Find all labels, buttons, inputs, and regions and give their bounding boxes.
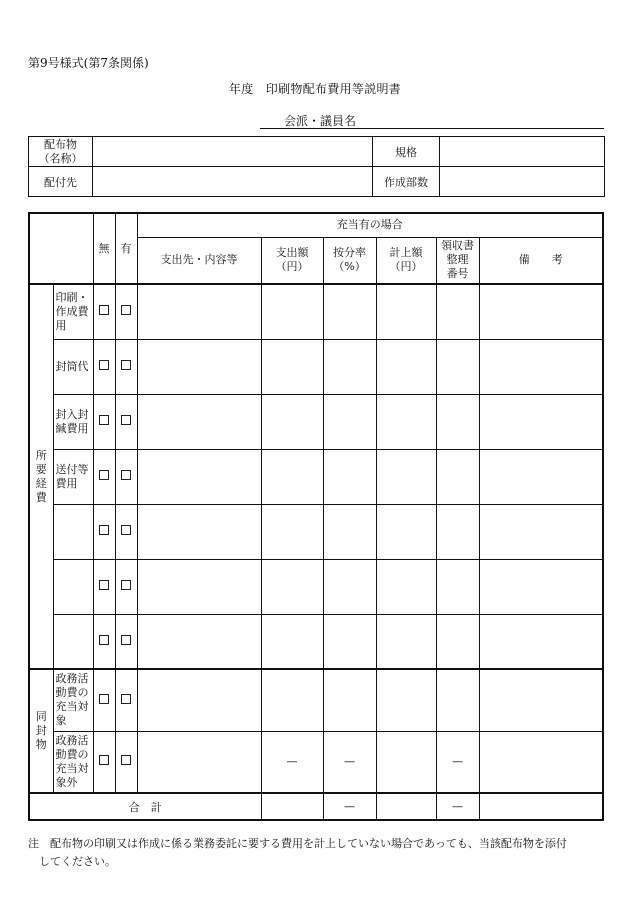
cell-payee[interactable] bbox=[137, 449, 261, 504]
cell-recorded[interactable] bbox=[376, 339, 436, 394]
cell-amount[interactable] bbox=[261, 284, 323, 339]
header-ratio-l2: （%） bbox=[333, 260, 366, 274]
section-costs-ch2: 要 bbox=[35, 462, 47, 476]
cell-payee[interactable] bbox=[137, 339, 261, 394]
checkbox-yes[interactable] bbox=[115, 339, 137, 394]
cell-receipt[interactable] bbox=[436, 449, 479, 504]
checkbox-none[interactable] bbox=[93, 504, 115, 559]
row-label-eligible-l2: 動費の bbox=[55, 686, 89, 700]
cell-remarks[interactable] bbox=[479, 559, 603, 614]
row-label-ineligible-l1: 政務活 bbox=[55, 733, 89, 747]
section-costs-ch1: 所 bbox=[35, 448, 47, 462]
party-member-label: 会派・議員名 bbox=[284, 114, 357, 128]
document-title: 年度 印刷物配布費用等説明書 bbox=[228, 82, 402, 96]
header-remarks: 備 考 bbox=[479, 237, 603, 284]
cell-amount[interactable] bbox=[261, 669, 323, 731]
row-label-enclosing-l2: 緘費用 bbox=[55, 421, 89, 435]
spec-field[interactable] bbox=[440, 137, 605, 167]
row-label-eligible-l3: 充当対 bbox=[55, 700, 89, 714]
cell-ratio[interactable] bbox=[323, 504, 376, 559]
section-enclosed-ch3: 物 bbox=[35, 738, 47, 751]
checkbox-icon bbox=[121, 694, 131, 704]
checkbox-yes[interactable] bbox=[115, 449, 137, 504]
checkbox-yes[interactable] bbox=[115, 669, 137, 731]
checkbox-none[interactable] bbox=[93, 394, 115, 449]
cell-recorded[interactable] bbox=[376, 394, 436, 449]
cell-receipt[interactable] bbox=[436, 394, 479, 449]
cell-remarks[interactable] bbox=[479, 284, 603, 339]
checkbox-none[interactable] bbox=[93, 559, 115, 614]
copies-label: 作成部数 bbox=[373, 167, 440, 197]
distribution-label: 配付先 bbox=[29, 167, 93, 197]
checkbox-none[interactable] bbox=[93, 284, 115, 339]
total-remarks[interactable] bbox=[479, 793, 603, 820]
row-label-printing-l1: 印刷・ bbox=[55, 290, 89, 304]
cell-receipt[interactable] bbox=[436, 614, 479, 669]
row-label-eligible bbox=[53, 669, 93, 731]
section-label-enclosed bbox=[29, 669, 53, 793]
checkbox-icon bbox=[121, 415, 131, 425]
checkbox-icon bbox=[99, 525, 109, 535]
cell-amount[interactable] bbox=[261, 449, 323, 504]
checkbox-yes[interactable] bbox=[115, 614, 137, 669]
total-amount[interactable] bbox=[261, 793, 323, 820]
header-amount bbox=[261, 237, 323, 284]
header-ratio bbox=[323, 237, 376, 284]
cell-receipt[interactable] bbox=[436, 669, 479, 731]
cell-payee[interactable] bbox=[137, 394, 261, 449]
checkbox-icon bbox=[121, 580, 131, 590]
cell-payee[interactable] bbox=[137, 504, 261, 559]
cell-payee[interactable] bbox=[137, 669, 261, 731]
distribution-field[interactable] bbox=[93, 167, 373, 197]
item-name-label bbox=[29, 137, 93, 167]
header-receipt-l3: 番号 bbox=[446, 267, 469, 281]
item-name-label-line2: （名称） bbox=[38, 151, 83, 165]
cell-amount[interactable] bbox=[261, 559, 323, 614]
cell-recorded[interactable] bbox=[376, 504, 436, 559]
footnote-line2: してください。 bbox=[28, 855, 116, 868]
header-payee: 支出先・内容等 bbox=[137, 237, 261, 284]
cell-amount-dash: — bbox=[261, 731, 323, 793]
copies-field[interactable] bbox=[440, 167, 605, 197]
cell-amount[interactable] bbox=[261, 394, 323, 449]
cell-remarks[interactable] bbox=[479, 449, 603, 504]
row-label-printing-l3: 用 bbox=[55, 318, 67, 332]
cell-recorded[interactable] bbox=[376, 559, 436, 614]
checkbox-icon bbox=[121, 470, 131, 480]
cell-receipt-dash: — bbox=[436, 731, 479, 793]
checkbox-yes[interactable] bbox=[115, 504, 137, 559]
cell-ratio[interactable] bbox=[323, 449, 376, 504]
checkbox-icon bbox=[99, 415, 109, 425]
cell-recorded[interactable] bbox=[376, 669, 436, 731]
checkbox-yes[interactable] bbox=[115, 284, 137, 339]
header-recorded-l1: 計上額 bbox=[389, 246, 423, 260]
checkbox-none[interactable] bbox=[93, 669, 115, 731]
total-ratio-dash: — bbox=[323, 793, 376, 820]
info-table bbox=[28, 136, 605, 197]
cell-receipt[interactable] bbox=[436, 559, 479, 614]
cell-recorded[interactable] bbox=[376, 284, 436, 339]
section-costs-ch3: 経 bbox=[35, 476, 47, 490]
header-group-allocated: 充当有の場合 bbox=[137, 213, 603, 237]
section-enclosed-ch1: 同 bbox=[35, 710, 47, 723]
header-recorded bbox=[376, 237, 436, 284]
checkbox-icon bbox=[121, 755, 131, 765]
checkbox-icon bbox=[121, 360, 131, 370]
checkbox-icon bbox=[99, 470, 109, 480]
row-label-ineligible bbox=[53, 731, 93, 793]
cell-amount[interactable] bbox=[261, 614, 323, 669]
header-ratio-l1: 按分率 bbox=[333, 246, 366, 260]
checkbox-icon bbox=[99, 580, 109, 590]
row-label-ineligible-l2: 動費の bbox=[55, 747, 89, 761]
checkbox-icon bbox=[99, 635, 109, 645]
row-label-eligible-l4: 象 bbox=[55, 714, 67, 728]
cell-payee[interactable] bbox=[137, 559, 261, 614]
checkbox-icon bbox=[121, 635, 131, 645]
cell-payee[interactable] bbox=[137, 731, 261, 793]
checkbox-icon bbox=[121, 305, 131, 315]
cell-remarks[interactable] bbox=[479, 339, 603, 394]
cell-remarks[interactable] bbox=[479, 504, 603, 559]
cell-recorded[interactable] bbox=[376, 449, 436, 504]
spec-label: 規格 bbox=[373, 137, 440, 167]
cell-ratio[interactable] bbox=[323, 614, 376, 669]
header-yes: 有 bbox=[115, 213, 137, 284]
item-name-field[interactable] bbox=[93, 137, 373, 167]
cell-receipt[interactable] bbox=[436, 504, 479, 559]
checkbox-icon bbox=[99, 694, 109, 704]
header-receipt bbox=[436, 237, 479, 284]
checkbox-yes[interactable] bbox=[115, 559, 137, 614]
row-label-ineligible-l4: 象外 bbox=[55, 775, 78, 789]
checkbox-icon bbox=[99, 360, 109, 370]
checkbox-yes[interactable] bbox=[115, 731, 137, 793]
cell-remarks[interactable] bbox=[479, 731, 603, 793]
header-amount-l2: （円） bbox=[275, 260, 309, 274]
checkbox-none[interactable] bbox=[93, 449, 115, 504]
section-label-costs bbox=[29, 284, 53, 669]
cell-receipt[interactable] bbox=[436, 339, 479, 394]
row-label-blank[interactable] bbox=[53, 559, 93, 614]
header-recorded-l2: （円） bbox=[389, 260, 423, 274]
footnote-line1: 注 配布物の印刷又は作成に係る業務委託に要する費用を計上していない場合であっても、当該配布物を添付 bbox=[28, 837, 567, 850]
cell-ratio[interactable] bbox=[323, 284, 376, 339]
checkbox-none[interactable] bbox=[93, 614, 115, 669]
cell-remarks[interactable] bbox=[479, 394, 603, 449]
section-costs-ch4: 費 bbox=[35, 490, 47, 504]
cell-ratio-dash: — bbox=[323, 731, 376, 793]
cell-ratio[interactable] bbox=[323, 669, 376, 731]
checkbox-none[interactable] bbox=[93, 339, 115, 394]
cell-recorded[interactable] bbox=[376, 731, 436, 793]
row-label-envelope: 封筒代 bbox=[53, 339, 93, 394]
checkbox-icon bbox=[99, 305, 109, 315]
cell-remarks[interactable] bbox=[479, 669, 603, 731]
row-label-printing-l2: 作成費 bbox=[55, 304, 89, 318]
row-label-shipping bbox=[53, 449, 93, 504]
cell-payee[interactable] bbox=[137, 284, 261, 339]
cell-receipt[interactable] bbox=[436, 284, 479, 339]
cell-recorded[interactable] bbox=[376, 614, 436, 669]
cell-payee[interactable] bbox=[137, 614, 261, 669]
checkbox-yes[interactable] bbox=[115, 394, 137, 449]
row-label-printing bbox=[53, 284, 93, 339]
cell-ratio[interactable] bbox=[323, 559, 376, 614]
total-receipt-dash: — bbox=[436, 793, 479, 820]
item-name-label-line1: 配布物 bbox=[44, 137, 77, 151]
row-label-blank[interactable] bbox=[53, 614, 93, 669]
cell-ratio[interactable] bbox=[323, 339, 376, 394]
total-recorded[interactable] bbox=[376, 793, 436, 820]
header-receipt-l1: 領収書 bbox=[441, 239, 474, 253]
row-label-enclosing bbox=[53, 394, 93, 449]
footnote bbox=[28, 835, 608, 871]
checkbox-icon bbox=[99, 755, 109, 765]
row-label-eligible-l1: 政務活 bbox=[55, 672, 89, 686]
header-blank bbox=[29, 213, 93, 284]
party-member-line bbox=[260, 127, 604, 129]
header-amount-l1: 支出額 bbox=[275, 246, 309, 260]
row-label-shipping-l2: 費用 bbox=[55, 476, 78, 490]
header-receipt-l2: 整理 bbox=[446, 253, 469, 267]
cell-amount[interactable] bbox=[261, 339, 323, 394]
cell-remarks[interactable] bbox=[479, 614, 603, 669]
cell-amount[interactable] bbox=[261, 504, 323, 559]
total-label: 合 計 bbox=[29, 793, 261, 820]
header-none: 無 bbox=[93, 213, 115, 284]
row-label-enclosing-l1: 封入封 bbox=[55, 407, 89, 421]
section-enclosed-ch2: 封 bbox=[35, 724, 47, 737]
checkbox-none[interactable] bbox=[93, 731, 115, 793]
checkbox-icon bbox=[121, 525, 131, 535]
form-number: 第9号様式(第7条関係) bbox=[28, 56, 149, 70]
row-label-shipping-l1: 送付等 bbox=[55, 462, 89, 476]
row-label-blank[interactable] bbox=[53, 504, 93, 559]
row-label-ineligible-l3: 充当対 bbox=[55, 761, 89, 775]
expense-table bbox=[28, 212, 604, 821]
cell-ratio[interactable] bbox=[323, 394, 376, 449]
